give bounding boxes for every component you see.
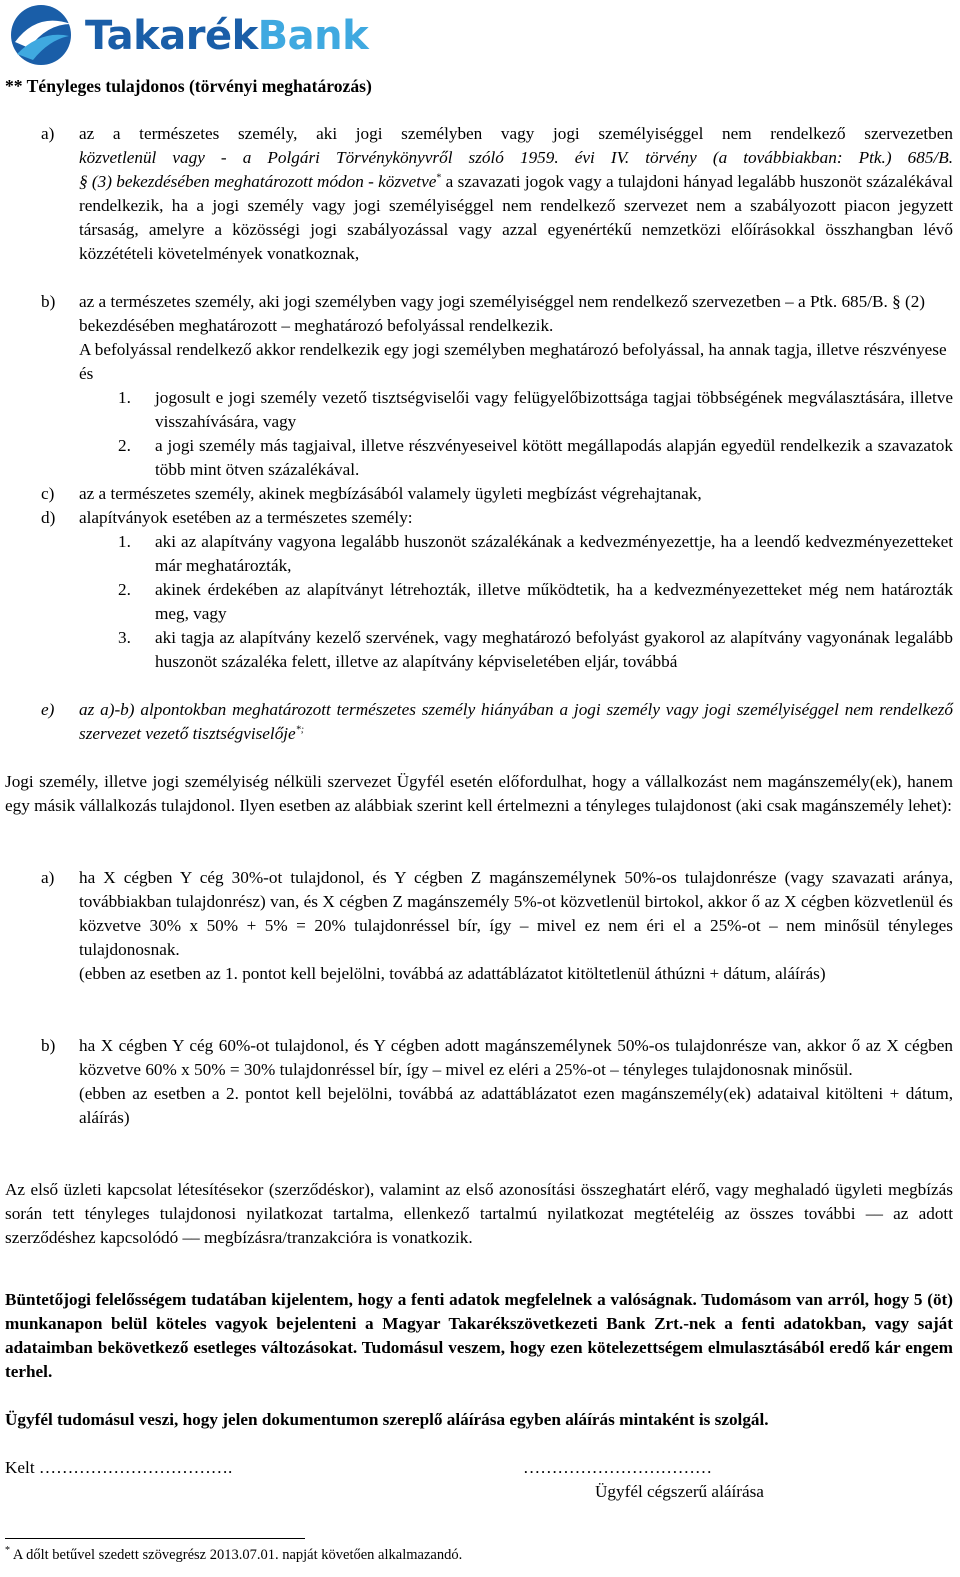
signature-label: Ügyfél cégszerű aláírása <box>595 1482 764 1501</box>
definition-item-a <box>5 122 953 266</box>
list-item: 3. aki tagja az alapítvány kezelő szervének, vagy meghatározó befolyást gyakorol az alapítvány vagyonának legalább huszonöt százaléka felett, illetve az alapítvány képviseletében eljár, továbbá <box>118 628 953 671</box>
date-field[interactable]: Kelt ……………………………. <box>5 1458 233 1477</box>
example-item-b: b) ha X cégben Y cég 60%-ot tulajdonol, és Y cégben adott magánszemélynek 50%-os tulajdonrésze van, akkor ő az X cégben közvetve 60% x 50% = 30% tulajdonréssel bír, így – mivel ez eléri a 25%-ot – tényleges tulajdonosnak minősül. (ebben az esetben a 2. pontot kell bejelölni, továbbá az adattáblázatot ezen magánszemély(ek) adataival kitölteni + dátum, aláírás) <box>5 1034 953 1130</box>
definition-item-e: e) az a)-b) alpontokban meghatározott természetes személy hiányában a jogi személy vagy jogi személyiséggel nem rendelkező szervezet vezető tisztségviselője*; <box>41 700 953 743</box>
signature-note: Ügyfél tudomásul veszi, hogy jelen dokumentumon szereplő aláírása egyben aláírás mintaként is szolgál. <box>5 1410 769 1429</box>
scope-paragraph: Az első üzleti kapcsolat létesítésekor (szerződéskor), valamint az első azonosítási összeghatárt elérő, vagy meghaladó ügyleti megbízás során tett tényleges tulajdonosi nyilatkozat tartalma, ellenkező tartalmú nyilatkozat megtételéig az összes további –– az adott szerződéshez kapcsolódó –– megbízásra/tranzakcióra is vonatkozik. <box>5 1180 953 1247</box>
definition-item-b <box>5 290 953 386</box>
definition-item-c: c) az a természetes személy, akinek megbízásából valamely ügyleti megbízást végrehajtanak, <box>41 484 702 503</box>
item-a-line2: közvetlenül vagy - a Polgári Törvénykönyvről szóló 1959. évi IV. törvény (a továbbiakban: Ptk.) 685/B. <box>79 148 953 167</box>
item-a-text: § (3) bekezdésében meghatározott módon - közvetve* a szavazati jogok vagy a tulajdoni hányad legalább huszonöt százalékával rendelkezik, ha a jogi személy vagy jogi személyiséggel nem rendelkező szervezet nem a szabályozott piacon jegyzett társaság, amelyre a közösségi jogi szabályozással vagy azzal egyenértékű nemzetközi előírásokkal összhangban lévő közzétételi követelmények vonatkoznak, <box>79 172 953 263</box>
logo-wordmark: TakarékBank <box>85 13 369 59</box>
item-b-text: az a természetes személy, aki jogi személyben vagy jogi személyiséggel nem rendelkező szervezetben – a Ptk. 685/B. § (2) bekezdésében meghatározott – meghatározó befolyással rendelkezik. <box>79 292 926 335</box>
section-heading: ** Tényleges tulajdonos (törvényi meghatározás) <box>5 76 372 96</box>
list-item: 1. aki az alapítvány vagyona legalább huszonöt százalékának a kedvezményezettje, ha a leendő kedvezményezetteket már meghatározták, <box>118 532 953 575</box>
takarekbank-logo <box>7 2 407 68</box>
declaration-paragraph: Büntetőjogi felelősségem tudatában kijelentem, hogy a fenti adatok megfelelnek a valóságnak. Tudomásom van arról, hogy 5 (öt) munkanapon belül köteles vagyok bejelenteni a Magyar Takarékszövetkezeti Bank Zrt.-nek a fenti adatokban, vagy saját adataimban bekövetkező esetleges változásokat. Tudomásul veszem, hogy ezen kötelezettségem elmulasztásából eredő kár engem terhel. <box>5 1290 953 1381</box>
list-item: 2. akinek érdekében az alapítványt létrehozták, illetve működtetik, ha a kedvezményezetteket még nem határozták meg, vagy <box>118 580 953 623</box>
item-a-line1: az a természetes személy, aki jogi személyben vagy jogi személyiséggel nem rendelkező szervezetben <box>79 124 953 143</box>
example-b-text: ha X cégben Y cég 60%-ot tulajdonol, és Y cégben adott magánszemélynek 50%-os tulajdonrésze van, akkor ő az X cégben közvetve 60% x 50% = 30% tulajdonréssel bír, így – mivel ez eléri a 25%-ot – tényleges tulajdonosnak minősül. <box>79 1036 953 1079</box>
definition-item-d: d) alapítványok esetében az a természetes személy: <box>41 508 413 527</box>
item-b-text2: A befolyással rendelkező akkor rendelkezik egy jogi személyben meghatározó befolyással, ha annak tagja, illetve részvényese és <box>79 340 947 383</box>
list-item: 1. jogosult e jogi személy vezető tisztségviselői vagy felügyelőbizottsága tagjai többségének megválasztására, illetve visszahívására, vagy <box>118 388 953 431</box>
item-label: a) <box>41 124 55 143</box>
item-label: b) <box>41 292 56 311</box>
intro-paragraph: Jogi személy, illetve jogi személyiség nélküli szervezet Ügyfél esetén előfordulhat, hogy a vállalkozást nem magánszemély(ek), hanem egy másik vállalkozás tulajdonol. Ilyen esetben az alábbiak szerint kell értelmezni a tényleges tulajdonost (aki csak magánszemély lehet): <box>5 772 953 815</box>
list-item: 2. a jogi személy más tagjaival, illetve részvényeseivel kötött megállapodás alapján egyedül rendelkezik a szavazatok több mint ötven százalékával. <box>118 436 953 479</box>
footnote: * A dőlt betűvel szedett szövegrész 2013.07.01. napját követően alkalmazandó. <box>5 1545 463 1563</box>
swirl-logo-icon <box>7 2 77 68</box>
footnote-divider <box>5 1538 305 1539</box>
example-a-note: (ebben az esetben az 1. pontot kell bejelölni, továbbá az adattáblázatot kitöltetlenül áthúzni + dátum, aláírás) <box>79 964 826 983</box>
signature-line[interactable]: …………………………… <box>523 1458 713 1477</box>
example-a-text: ha X cégben Y cég 30%-ot tulajdonol, és Y cégben Z magánszemélynek 50%-os tulajdonrésze (vagy szavazati aránya, továbbiakban tulajdonrész) van, és X cégben Z magánszemély 5%-ot közvetlenül birtokol, akkor ő az X cégben közvetlenül és közvetve 30% x 50% + 5% = 20% tulajdonréssel bír, így – mivel ez nem éri el a 25%-ot – nem minősül tényleges tulajdonosnak. <box>79 868 953 959</box>
example-b-note: (ebben az esetben a 2. pontot kell bejelölni, továbbá az adattáblázatot ezen magánszemély(ek) adataival kitölteni + dátum, aláírás) <box>79 1084 953 1127</box>
example-item-a: a) ha X cégben Y cég 30%-ot tulajdonol, és Y cégben Z magánszemélynek 50%-os tulajdonrésze (vagy szavazati aránya, továbbiakban tulajdonrész) van, és X cégben Z magánszemély 5%-ot közvetlenül birtokol, akkor ő az X cégben közvetlenül és közvetve 30% x 50% + 5% = 20% tulajdonréssel bír, így – mivel ez nem éri el a 25%-ot – nem minősül tényleges tulajdonosnak. (ebben az esetben az 1. pontot kell bejelölni, továbbá az adattáblázatot kitöltetlenül áthúzni + dátum, aláírás) <box>5 866 953 986</box>
